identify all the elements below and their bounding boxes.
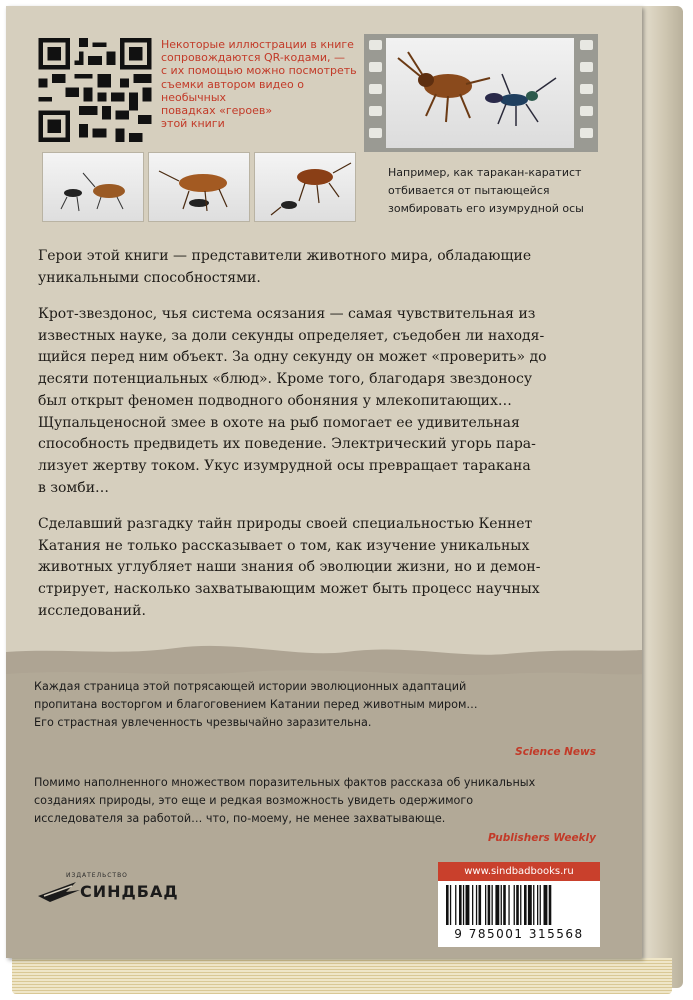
qr-description: Некоторые иллюстрации в книге сопровождаются QR-кодами, — с их помощью можно посмотреть съемки автором видео о необычных повадках «героев» этой книги <box>161 38 357 131</box>
cockroach-and-wasp-icon <box>386 38 574 148</box>
film-hole <box>580 128 593 138</box>
review-1-source: Science News <box>515 746 596 758</box>
video-thumbnail-3[interactable] <box>254 152 356 222</box>
film-hole <box>580 106 593 116</box>
publisher-label: ИЗДАТЕЛЬСТВО <box>66 872 128 879</box>
film-hole <box>580 40 593 50</box>
video-frame <box>386 38 574 148</box>
video-thumbnail-2[interactable] <box>148 152 250 222</box>
video-caption: Например, как таракан-каратист отбивается от пытающейся зомбировать его изумрудной осы <box>388 166 584 215</box>
review-2-text: Помимо наполненного множеством поразительных фактов рассказа об уникальных созданиях природы, это еще и редкая возможность увидеть одержимого исследователя за работой… что, по-моему, не менее захватывающе. <box>34 776 536 825</box>
review-1-text: Каждая страница этой потрясающей истории эволюционных адаптаций пропитана восторгом и благоговением Катании перед животным миром… Его страстная увлеченность чрезвычайно заразительна. <box>34 680 478 729</box>
isbn-number: 9 785001 315568 <box>454 927 584 941</box>
insect-thumbnail-icon <box>255 153 355 221</box>
film-hole <box>580 84 593 94</box>
book-spine-edge <box>637 6 683 988</box>
website-link[interactable]: www.sindbadbooks.ru <box>438 862 600 881</box>
review-2-source: Publishers Weekly <box>487 832 596 844</box>
film-hole <box>580 62 593 72</box>
author-paragraph: Сделавший разгадку тайн природы своей специальностью Кеннет Катания не только рассказывает о том, как изучение уникальных животных углубляет наши знания об эволюции жизни, но и демон- стрирует, насколько захватывающим может быть процесс научных исследований. <box>38 516 541 619</box>
film-hole <box>369 62 382 72</box>
intro-paragraph: Герои этой книги — представители животного мира, обладающие уникальными способностями. <box>38 248 532 286</box>
film-hole <box>369 40 382 50</box>
insect-thumbnail-icon <box>149 153 249 221</box>
film-hole <box>369 128 382 138</box>
publisher-name: СИНДБАД <box>80 882 179 901</box>
film-hole <box>369 106 382 116</box>
publisher-logo <box>36 872 179 906</box>
barcode-bars-icon <box>438 881 600 927</box>
qr-code-icon[interactable] <box>38 38 152 142</box>
film-hole <box>369 84 382 94</box>
insect-thumbnail-icon <box>43 153 143 221</box>
book-page-edges <box>12 958 672 994</box>
back-cover <box>6 6 642 958</box>
video-thumbnail-1[interactable] <box>42 152 144 222</box>
isbn-barcode <box>438 881 600 947</box>
body-paragraph: Крот-звездонос, чья система осязания — самая чувствительная из известных науке, за доли секунды определяет, съедобен ли находя- щийся перед ним объект. За одну секунду он может «проверить» до десяти потенциальных «блюд». Кроме того, благодаря звездоносу был открыт феномен подводного обоняния у млекопитающих… Щупальценосной змее в охоте на рыб помогает ее удивительная способность предвидеть их поведение. Электрический угорь пара- лизует жертву током. Укус изумрудной осы превращает таракана в зомби… <box>38 306 547 496</box>
video-filmstrip[interactable] <box>364 34 598 152</box>
